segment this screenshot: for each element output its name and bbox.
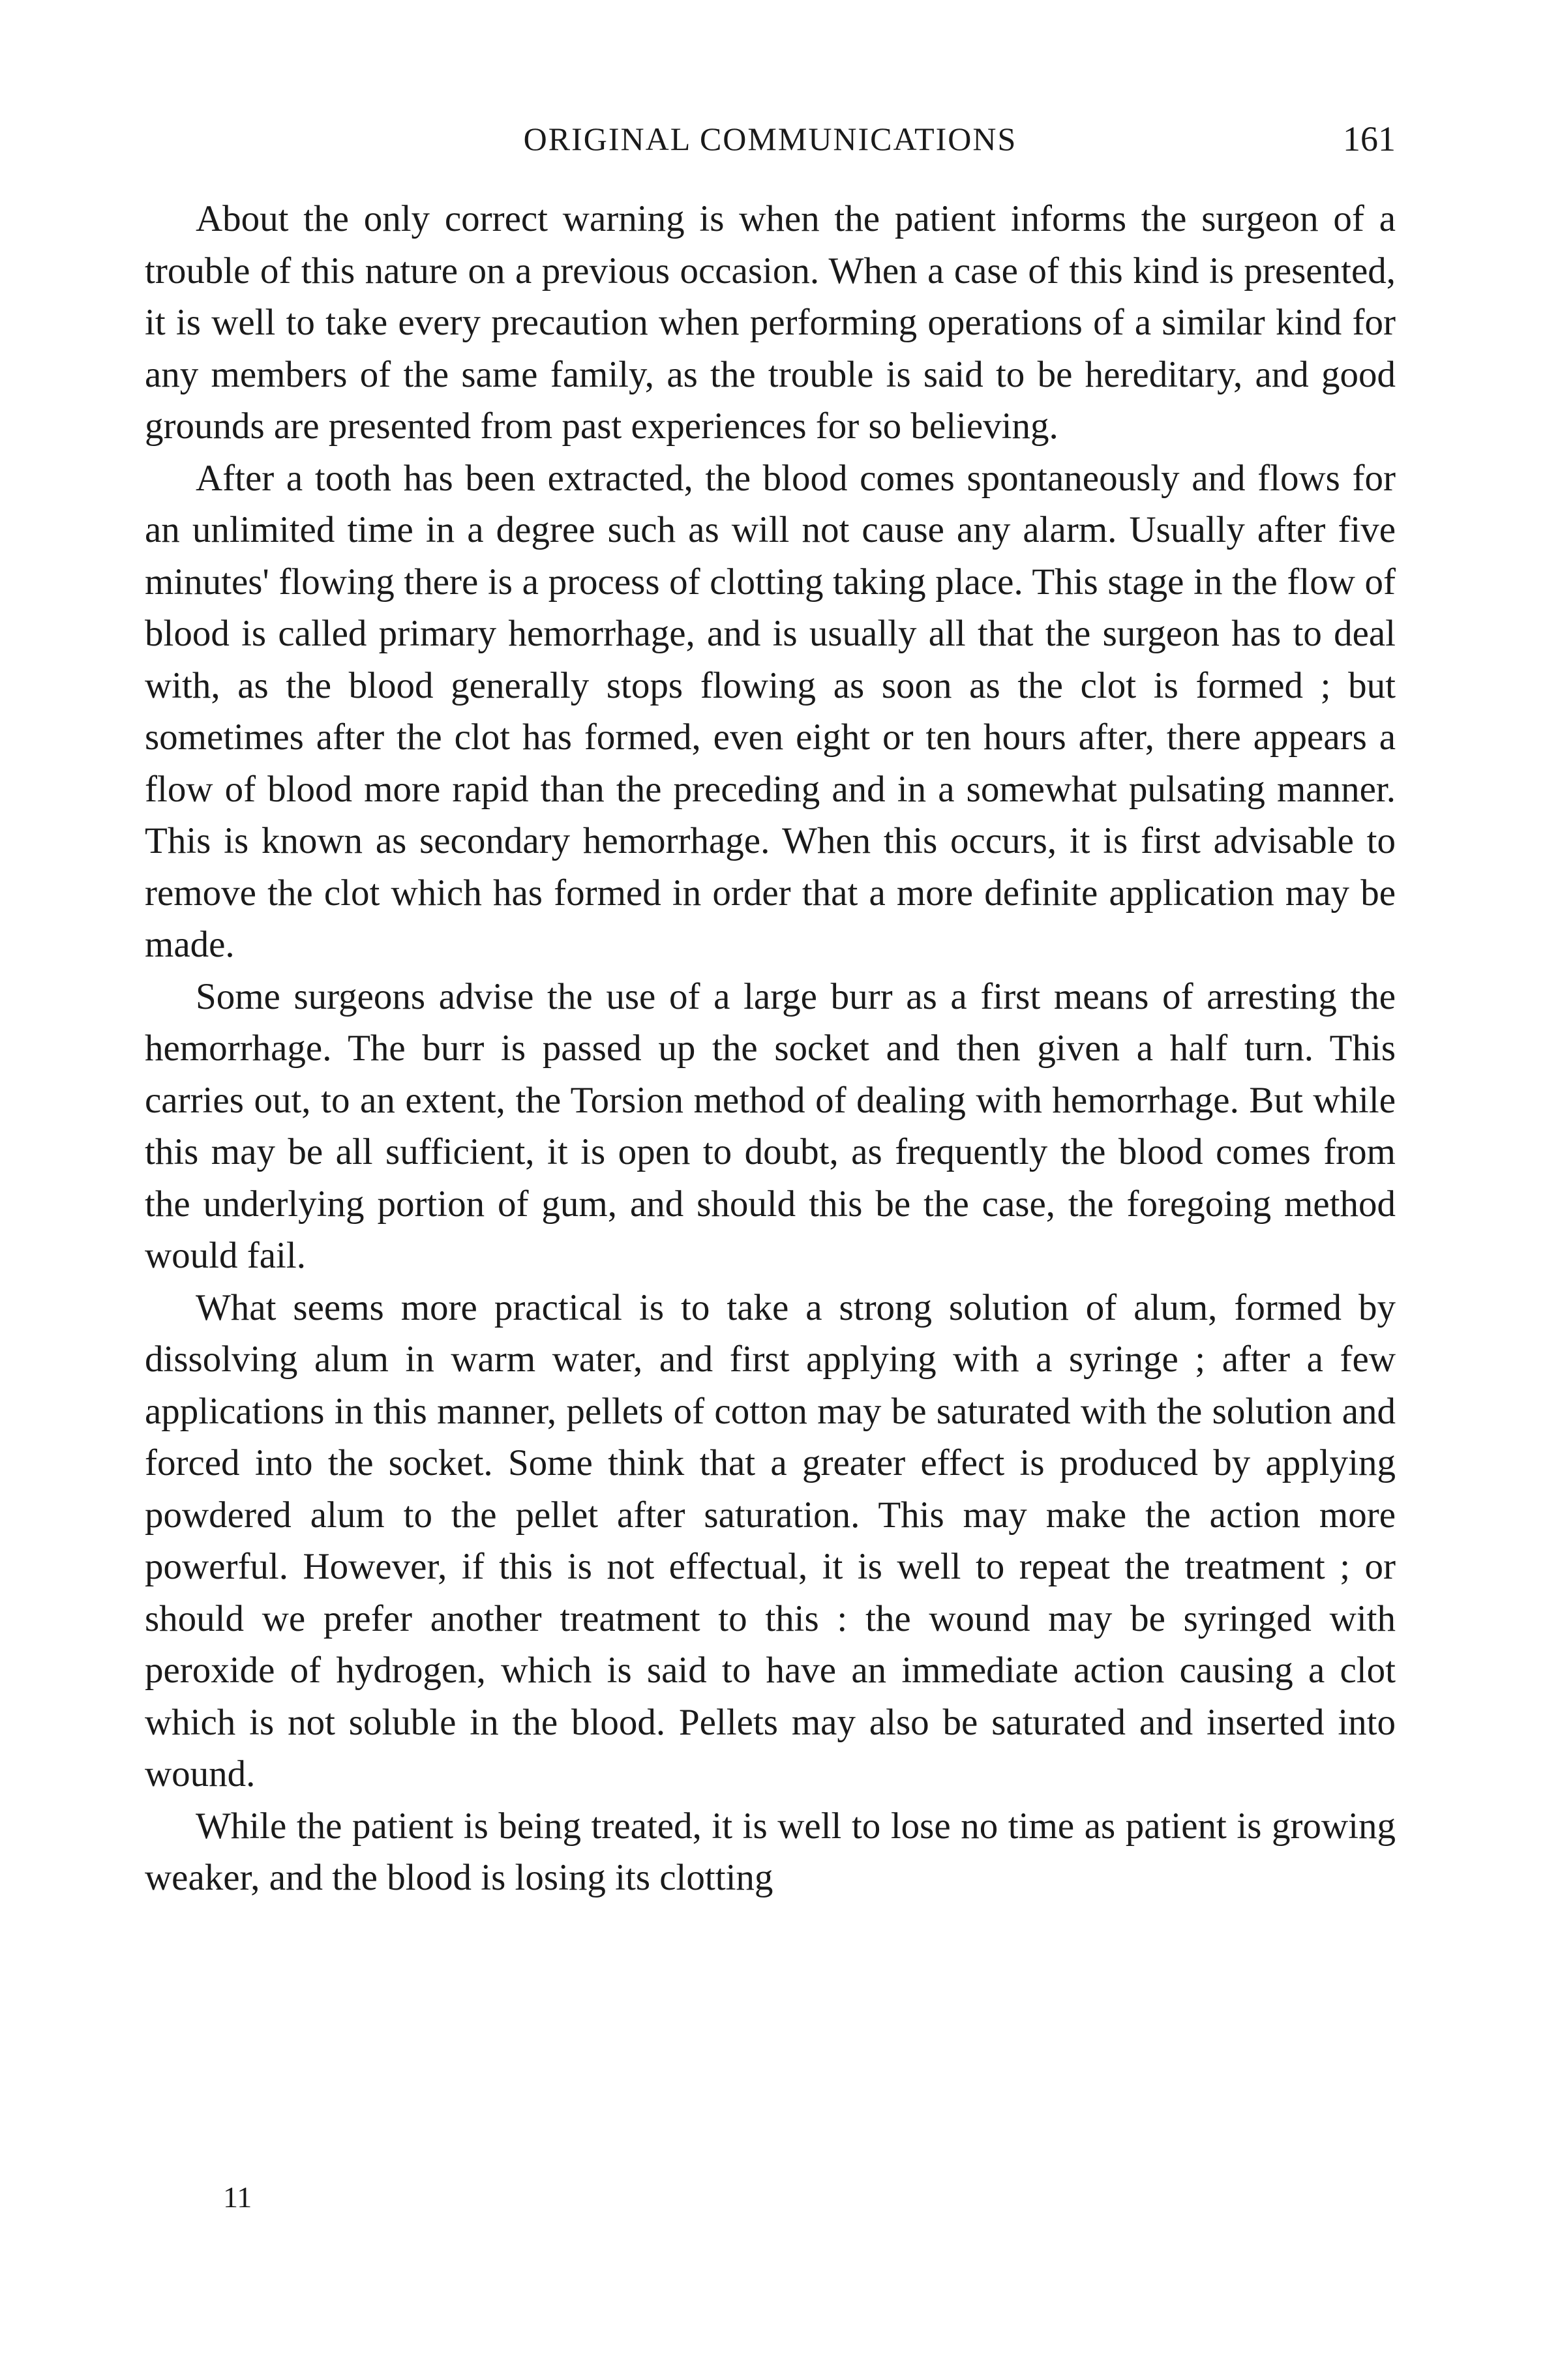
page-number: 161 [1343, 119, 1396, 158]
signature-mark: 11 [223, 2180, 252, 2214]
paragraph: While the patient is being treated, it is well to lose no time as patient is growing weaker, and the blood is losing its clotting [145, 1805, 1396, 1898]
running-head [145, 116, 1396, 162]
paragraph: After a tooth has been extracted, the blood comes spontaneously and flows for an unlimited time in a degree such as will not cause any alarm. Usually after five minutes' flowing there is a process of clotting taking place. This stage in the flow of blood is called primary hemorrhage, and is usually all that the surgeon has to deal with, as the blood generally stops flowing as soon as the clot is formed ; but sometimes after the clot has formed, even eight or ten hours after, there appears a flow of blood more rapid than the preceding and in a somewhat pulsating manner. This is known as secondary hemorrhage. When this occurs, it is first advisable to remove the clot which has formed in order that a more definite application may be made. [145, 457, 1396, 965]
paragraph: Some surgeons advise the use of a large burr as a first means of arresting the hemorrhage. The burr is passed up the socket and then given a half turn. This carries out, to an extent, the Torsion method of dealing with hemorrhage. But while this may be all sufficient, it is open to doubt, as frequently the blood comes from the underlying portion of gum, and should this be the case, the foregoing method would fail. [145, 975, 1396, 1276]
body-text [145, 193, 1396, 1904]
running-title: ORIGINAL COMMUNICATIONS [523, 121, 1017, 157]
paragraph: What seems more practical is to take a strong solution of alum, formed by dissolving alum in warm water, and first applying with a syringe ; after a few applications in this manner, pellets of cotton may be saturated with the solution and forced into the socket. Some think that a greater effect is produced by applying powdered alum to the pellet after saturation. This may make the action more powerful. However, if this is not effectual, it is well to repeat the treatment ; or should we prefer another treatment to this : the wound may be syringed with peroxide of hydrogen, which is said to have an immediate action causing a clot which is not soluble in the blood. Pellets may also be saturated and inserted into wound. [145, 1287, 1396, 1794]
paragraph: About the only correct warning is when the patient informs the surgeon of a trouble of this nature on a previous occasion. When a case of this kind is presented, it is well to take every precaution when performing operations of a similar kind for any members of the same family, as the trouble is said to be hereditary, and good grounds are presented from past experiences for so believing. [145, 198, 1396, 447]
